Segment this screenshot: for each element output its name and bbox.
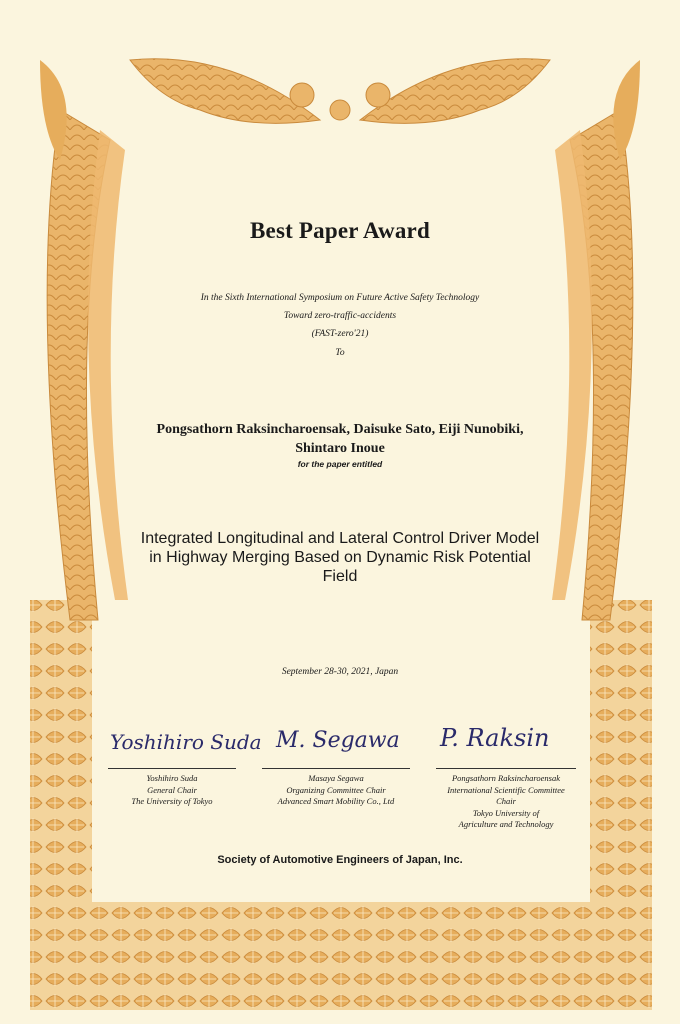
signatory-3-role-1: International Scientific Committee bbox=[447, 784, 565, 795]
signature-segawa: M. Segawa bbox=[276, 728, 400, 753]
signatory-2-role-2: Advanced Smart Mobility Co., Ltd bbox=[277, 796, 395, 806]
society-name: Society of Automotive Engineers of Japan, Inc. bbox=[217, 854, 463, 866]
signatory-1-block bbox=[90, 773, 254, 808]
event-date: September 28-30, 2021, Japan bbox=[281, 667, 399, 677]
signatory-1-role-2: The University of Tokyo bbox=[131, 796, 213, 806]
center-crest bbox=[330, 100, 350, 120]
authors-line-2: Shintaro Inoue bbox=[295, 441, 385, 456]
signatory-3-block bbox=[420, 773, 592, 831]
symposium-line-2: Toward zero-traffic-accidents bbox=[283, 311, 397, 321]
for-paper-label: for the paper entitled bbox=[297, 459, 383, 469]
signatory-3-role-4: Agriculture and Technology bbox=[458, 819, 554, 829]
to-line: To bbox=[335, 348, 345, 358]
signature-line-2 bbox=[262, 768, 410, 769]
bottom-leaf-band bbox=[30, 900, 650, 1010]
right-leaf-column bbox=[590, 600, 652, 1010]
signature-raksin: P. Raksin bbox=[440, 724, 550, 752]
signatory-2-role-1: Organizing Committee Chair bbox=[286, 784, 386, 795]
left-leaf-column bbox=[30, 600, 92, 1010]
signature-suda: Yoshihiro Suda bbox=[110, 730, 262, 754]
paper-title-line-2: in Highway Merging Based on Dynamic Risk Potential bbox=[149, 549, 531, 566]
signatory-3-role-3: Tokyo University of bbox=[472, 807, 540, 818]
symposium-line-1: In the Sixth International Symposium on Future Active Safety Technology bbox=[200, 293, 480, 303]
authors-line-1: Pongsathorn Raksincharoensak, Daisuke Sato, Eiji Nunobiki, bbox=[156, 422, 524, 437]
signatory-1-name: Yoshihiro Suda bbox=[146, 773, 198, 783]
signature-line-1 bbox=[108, 768, 236, 769]
signatory-2-name: Masaya Segawa bbox=[308, 773, 364, 783]
signatory-1-role-1: General Chair bbox=[147, 784, 197, 795]
signatory-3-name: Pongsathorn Raksincharoensak bbox=[451, 773, 561, 783]
paper-title-line-1: Integrated Longitudinal and Lateral Control Driver Model bbox=[140, 530, 540, 547]
award-title: Best Paper Award bbox=[250, 218, 430, 243]
paper-title-line-3: Field bbox=[322, 568, 358, 585]
signatory-3-role-2: Chair bbox=[496, 796, 516, 806]
symposium-line-3: (FAST-zero'21) bbox=[311, 329, 369, 339]
signatory-2-block bbox=[250, 773, 422, 808]
signature-line-3 bbox=[436, 768, 576, 769]
